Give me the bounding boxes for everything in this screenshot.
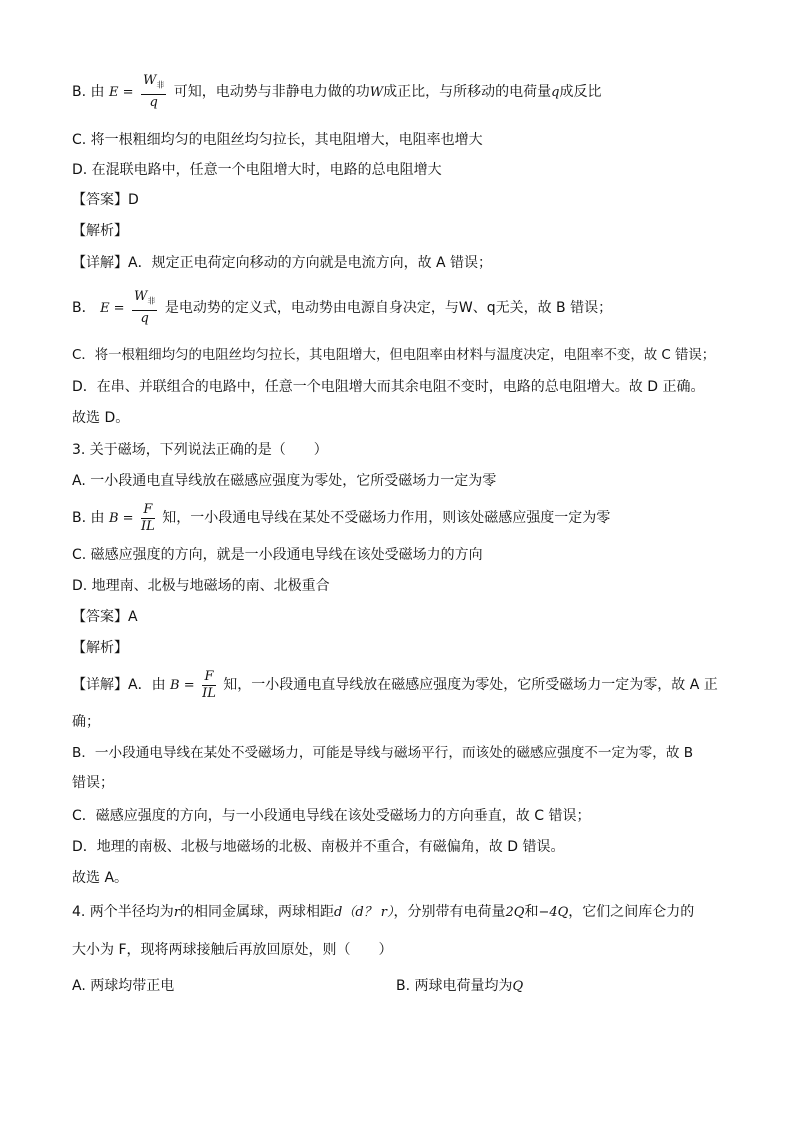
- q3-option-b-lhs: B =: [108, 511, 134, 526]
- q2-option-b-numerator-subscript: 非: [156, 80, 165, 90]
- q3-option-c: C. 磁感应强度的方向，就是一小段通电导线在该处受磁场力的方向: [72, 547, 483, 563]
- q4-option-a: A. 两球均带正电: [72, 978, 175, 994]
- q4-stem-mid2: ，分别带有电荷量: [393, 904, 506, 920]
- q3-option-b-text: 知，一小段通电导线在某处不受磁场力作用，则该处磁感应强度一定为零: [162, 510, 611, 526]
- q2-detail-b-lhs: E =: [100, 301, 125, 316]
- q2-option-b: [72, 72, 601, 113]
- q3-detail-a-text: 知，一小段通电直导线放在磁感应强度为零处，它所受磁场力一定为零，故 A 正: [223, 677, 718, 693]
- q2-option-b-denominator: q: [149, 94, 158, 110]
- q2-answer: 【答案】D: [72, 192, 139, 208]
- q3-detail-c: C．磁感应强度的方向，与一小段通电导线在该处受磁场力的方向垂直，故 C 错误；: [72, 808, 591, 824]
- q2-detail-b-text: 是电动势的定义式，电动势由电源自身决定，与W、q无关，故 B 错误；: [164, 300, 613, 316]
- q2-analysis-heading: 【解析】: [72, 223, 128, 239]
- q3-option-b-numerator: F: [141, 502, 155, 519]
- q3-detail-b-line1: B．一小段通电导线在某处不受磁场力，可能是导线与磁场平行，而该处的磁感应强度不一定为零，故 B: [72, 745, 694, 761]
- q4-stem-post: ，它们之间库仑力的: [568, 904, 695, 920]
- q2-option-b-w: W: [369, 85, 384, 100]
- q2-detail-b-prefix: B．: [72, 300, 96, 316]
- q2-conclusion: 故选 D。: [72, 410, 130, 426]
- q4-charge1: 2Q: [505, 905, 525, 920]
- q3-option-d: D. 地理南、北极与地磁场的南、北极重合: [72, 578, 330, 594]
- q4-stem-prefix: 4. 两个半径均为: [72, 904, 174, 920]
- q4-charge2: −4Q: [538, 905, 569, 920]
- q2-option-b-fraction: [141, 73, 166, 111]
- q3-detail-a-prefix: 【详解】A．由: [72, 677, 166, 693]
- q3-answer: 【答案】A: [72, 609, 138, 625]
- q4-stem-line2: 大小为 F，现将两球接触后再放回原处，则（ ）: [72, 942, 393, 958]
- q4-option-b-text: B. 两球电荷量均为: [396, 978, 513, 994]
- q3-conclusion: 故选 A。: [72, 870, 129, 886]
- q4-stem-mid: 的相同金属球，两球相距: [180, 904, 335, 920]
- q3-detail-a: [72, 665, 718, 706]
- q2-option-b-q: q: [551, 85, 560, 100]
- q3-detail-a-lhs: B =: [170, 678, 195, 693]
- q3-option-a: A. 一小段通电直导线放在磁感应强度为零处，它所受磁场力一定为零: [72, 473, 497, 489]
- q3-option-b-fraction: [141, 502, 155, 535]
- q3-detail-b-line2: 错误；: [72, 775, 114, 791]
- q3-detail-a-fraction: [202, 669, 216, 702]
- q3-option-b: [72, 498, 610, 539]
- q3-option-b-prefix: B. 由: [72, 510, 105, 526]
- q2-option-b-numerator: W: [142, 73, 157, 89]
- q3-stem: 3. 关于磁场，下列说法正确的是（ ）: [72, 442, 328, 458]
- q3-detail-a-denominator: IL: [202, 685, 216, 701]
- q2-detail-d: D．在串、并联组合的电路中，任意一个电阻增大而其余电阻不变时，电路的总电阻增大。故 D 正确。: [72, 379, 705, 395]
- q2-option-b-text2: 成正比，与所移动的电荷量: [383, 84, 552, 100]
- q2-option-b-text1: 可知，电动势与非静电力做的功: [173, 84, 370, 100]
- q3-analysis-heading: 【解析】: [72, 640, 128, 656]
- q2-detail-b-numerator: W: [134, 289, 148, 305]
- q2-detail-c: C．将一根粗细均匀的电阻丝均匀拉长，其电阻增大，但电阻率由材料与温度决定，电阻率不变，故 C 错误；: [72, 348, 716, 363]
- q4-option-b-charge: Q: [512, 979, 524, 994]
- q2-detail-b-fraction: [132, 289, 157, 327]
- q2-option-d: D. 在混联电路中，任意一个电阻增大时，电路的总电阻增大: [72, 162, 442, 178]
- q4-distance: d（d？ r）: [334, 905, 394, 920]
- q2-detail-b-denominator: q: [140, 310, 149, 326]
- q3-detail-a-numerator: F: [202, 669, 216, 686]
- q3-option-b-denominator: IL: [141, 518, 155, 534]
- q2-option-c: C. 将一根粗细均匀的电阻丝均匀拉长，其电阻增大，电阻率也增大: [72, 132, 483, 148]
- q2-option-b-prefix: B. 由: [72, 84, 105, 100]
- q4-stem-and: 和: [524, 904, 539, 920]
- q2-option-b-lhs: E =: [108, 85, 134, 100]
- q3-detail-a-continuation: 确；: [72, 714, 100, 730]
- q4-stem-line1: [72, 902, 694, 923]
- q2-detail-a: 【详解】A．规定正电荷定向移动的方向就是电流方向，故 A 错误；: [72, 255, 493, 271]
- q2-detail-b: [72, 288, 612, 329]
- q2-option-b-text3: 成反比: [559, 84, 602, 100]
- q4-radius: r: [173, 905, 181, 920]
- q2-detail-b-numerator-subscript: 非: [147, 296, 156, 306]
- q3-detail-d: D．地理的南极、北极与地磁场的北极、南极并不重合，有磁偏角，故 D 错误。: [72, 839, 565, 855]
- q4-option-b: [396, 976, 523, 997]
